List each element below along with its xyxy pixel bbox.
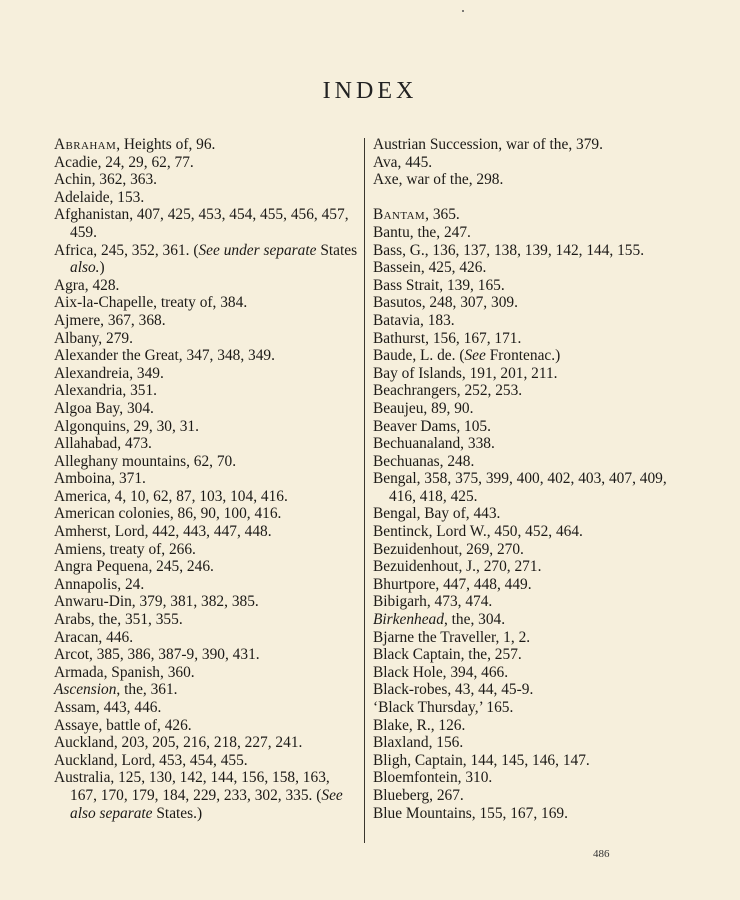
index-entry: Amherst, Lord, 442, 443, 447, 448. bbox=[54, 523, 272, 541]
index-entry: Abraham, Heights of, 96. bbox=[54, 136, 216, 153]
index-entry: Black-robes, 43, 44, 45-9. bbox=[373, 681, 534, 699]
index-entry: Australia, 125, 130, 142, 144, 156, 158, 163, 167, 170, 179, 184, 229, 233, 302, 335. (See also separate States.) bbox=[54, 769, 343, 822]
index-entry: Black Hole, 394, 466. bbox=[373, 663, 509, 681]
index-entry: Bantu, the, 247. bbox=[373, 223, 471, 241]
page-number: 486 bbox=[593, 848, 610, 860]
index-entry: Austrian Succession, war of the, 379. bbox=[373, 136, 603, 153]
index-column-left bbox=[54, 136, 358, 822]
index-entry: Agra, 428. bbox=[54, 276, 120, 294]
index-entry: Algonquins, 29, 30, 31. bbox=[54, 417, 199, 435]
index-entry: Bantam, 365. bbox=[373, 206, 460, 224]
index-entry: American colonies, 86, 90, 100, 416. bbox=[54, 505, 282, 523]
index-entry: Birkenhead, the, 304. bbox=[373, 611, 506, 629]
index-entry: Bentinck, Lord W., 450, 452, 464. bbox=[373, 523, 583, 541]
index-entry: Ava, 445. bbox=[373, 153, 433, 171]
index-entry: Bathurst, 156, 167, 171. bbox=[373, 329, 522, 347]
index-entry: Bhurtpore, 447, 448, 449. bbox=[373, 575, 532, 593]
index-entry: Amboina, 371. bbox=[54, 470, 146, 488]
index-entry: Armada, Spanish, 360. bbox=[54, 663, 195, 681]
index-entry: Alexandreia, 349. bbox=[54, 364, 164, 382]
index-entry: Bay of Islands, 191, 201, 211. bbox=[373, 364, 558, 382]
index-entry: Adelaide, 153. bbox=[54, 188, 145, 206]
index-entry: Bloemfontein, 310. bbox=[373, 769, 493, 787]
index-entry: Anwaru-Din, 379, 381, 382, 385. bbox=[54, 593, 259, 611]
index-entry: Africa, 245, 352, 361. (See under separate States also.) bbox=[54, 241, 358, 277]
index-entry: Bassein, 425, 426. bbox=[373, 259, 487, 277]
index-entry: Annapolis, 24. bbox=[54, 575, 145, 593]
index-entry: Bass Strait, 139, 165. bbox=[373, 276, 505, 294]
index-entry: Alleghany mountains, 62, 70. bbox=[54, 452, 237, 470]
index-entry: Assam, 443, 446. bbox=[54, 699, 162, 716]
index-entry: Afghanistan, 407, 425, 453, 454, 455, 456, 457, 459. bbox=[54, 206, 349, 241]
index-entry: Auckland, Lord, 453, 454, 455. bbox=[54, 751, 248, 769]
index-entry: Bengal, Bay of, 443. bbox=[373, 505, 501, 523]
index-entry: Algoa Bay, 304. bbox=[54, 399, 154, 417]
index-entry: Bechuanas, 248. bbox=[373, 452, 475, 470]
index-entry: Baude, L. de. (See Frontenac.) bbox=[373, 347, 561, 365]
index-entry: Bligh, Captain, 144, 145, 146, 147. bbox=[373, 751, 590, 769]
index-entry: Bibigarh, 473, 474. bbox=[373, 593, 493, 611]
index-entry: Angra Pequena, 245, 246. bbox=[54, 558, 214, 576]
index-entry: Alexandria, 351. bbox=[54, 382, 157, 400]
index-entry: Bezuidenhout, J., 270, 271. bbox=[373, 558, 542, 576]
index-entry: Allahabad, 473. bbox=[54, 435, 152, 453]
index-entry: Bengal, 358, 375, 399, 400, 402, 403, 407, 409, 416, 418, 425. bbox=[373, 470, 667, 505]
index-entry: Blake, R., 126. bbox=[373, 716, 466, 734]
index-entry: Black Captain, the, 257. bbox=[373, 646, 522, 664]
index-entry: Bezuidenhout, 269, 270. bbox=[373, 540, 524, 558]
index-entry: Bass, G., 136, 137, 138, 139, 142, 144, 155. bbox=[373, 241, 645, 259]
index-entry: Blaxland, 156. bbox=[373, 734, 464, 752]
index-entry: Aracan, 446. bbox=[54, 628, 134, 646]
index-entry: Bjarne the Traveller, 1, 2. bbox=[373, 628, 531, 646]
index-entry: Alexander the Great, 347, 348, 349. bbox=[54, 347, 275, 365]
index-entry: ‘Black Thursday,’ 165. bbox=[373, 699, 514, 716]
index-entry: Albany, 279. bbox=[54, 329, 133, 347]
index-entry: Bechuanaland, 338. bbox=[373, 435, 495, 453]
index-entry: Beaver Dams, 105. bbox=[373, 417, 491, 435]
index-entry: Ajmere, 367, 368. bbox=[54, 311, 166, 329]
index-entry: Acadie, 24, 29, 62, 77. bbox=[54, 153, 194, 171]
index-entry: Ascension, the, 361. bbox=[54, 681, 178, 699]
index-entry: Axe, war of the, 298. bbox=[373, 171, 504, 189]
index-column-right bbox=[373, 136, 679, 822]
index-entry: Arcot, 385, 386, 387-9, 390, 431. bbox=[54, 646, 260, 664]
index-entry: Basutos, 248, 307, 309. bbox=[373, 294, 518, 312]
index-entry: Batavia, 183. bbox=[373, 311, 455, 329]
index-entry: Beachrangers, 252, 253. bbox=[373, 382, 523, 400]
index-entry: Assaye, battle of, 426. bbox=[54, 716, 192, 734]
index-entry: Arabs, the, 351, 355. bbox=[54, 611, 183, 629]
index-entry: Aix-la-Chapelle, treaty of, 384. bbox=[54, 294, 248, 312]
index-entry: Blueberg, 267. bbox=[373, 786, 464, 804]
index-entry: Beaujeu, 89, 90. bbox=[373, 399, 474, 417]
index-entry: Amiens, treaty of, 266. bbox=[54, 540, 196, 558]
speck-mark bbox=[462, 10, 464, 12]
page-title: INDEX bbox=[322, 78, 418, 104]
column-divider bbox=[364, 138, 365, 843]
index-entry: Blue Mountains, 155, 167, 169. bbox=[373, 804, 568, 822]
index-entry: Achin, 362, 363. bbox=[54, 171, 158, 189]
index-entry: Auckland, 203, 205, 216, 218, 227, 241. bbox=[54, 734, 303, 752]
index-entry: America, 4, 10, 62, 87, 103, 104, 416. bbox=[54, 487, 288, 505]
